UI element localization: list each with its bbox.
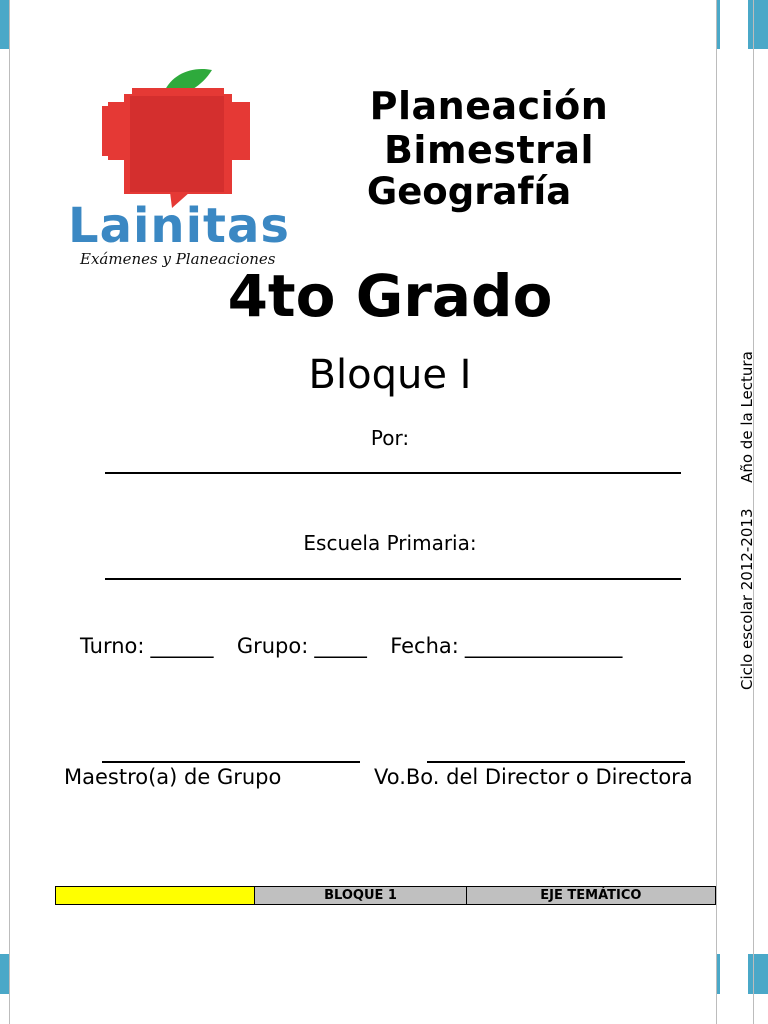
form-row xyxy=(80,634,622,658)
fecha-field: _______________ xyxy=(464,634,623,658)
document-title: Planeación Bimestral xyxy=(369,84,609,172)
grade-title: 4to Grado xyxy=(227,262,553,330)
teacher-signature-line xyxy=(102,761,360,763)
theme-axis-cell: EJE TEMÁTICO xyxy=(467,887,715,904)
grupo-field: _____ xyxy=(314,634,367,658)
page-right-edge xyxy=(716,0,717,1024)
fecha-label: Fecha: xyxy=(390,634,459,658)
subject-title: Geografía xyxy=(366,170,572,213)
school-cycle: Ciclo escolar 2012-2013 xyxy=(738,508,756,690)
school-label: Escuela Primaria: xyxy=(303,531,477,555)
author-label: Por: xyxy=(370,426,410,450)
left-margin-strip xyxy=(9,0,37,1024)
brand-name: Lainitas xyxy=(68,198,290,254)
block-title: Bloque I xyxy=(308,352,472,398)
school-line xyxy=(105,578,681,580)
side-cycle-text xyxy=(738,351,756,690)
yellow-cell xyxy=(56,887,255,904)
director-signature-label: Vo.Bo. del Director o Directora xyxy=(374,765,693,789)
left-edge-line xyxy=(9,0,10,1024)
director-signature-line xyxy=(427,761,685,763)
turno-field: ______ xyxy=(150,634,214,658)
teacher-signature-label: Maestro(a) de Grupo xyxy=(64,765,282,789)
grupo-label: Grupo: xyxy=(236,634,309,658)
turno-label: Turno: xyxy=(80,634,145,658)
block-cell: BLOQUE 1 xyxy=(255,887,466,904)
header-table-row xyxy=(55,886,716,905)
year-motto: Año de la Lectura xyxy=(738,351,756,483)
author-line xyxy=(105,472,681,474)
brand-tagline: Exámenes y Planeaciones xyxy=(80,250,276,268)
